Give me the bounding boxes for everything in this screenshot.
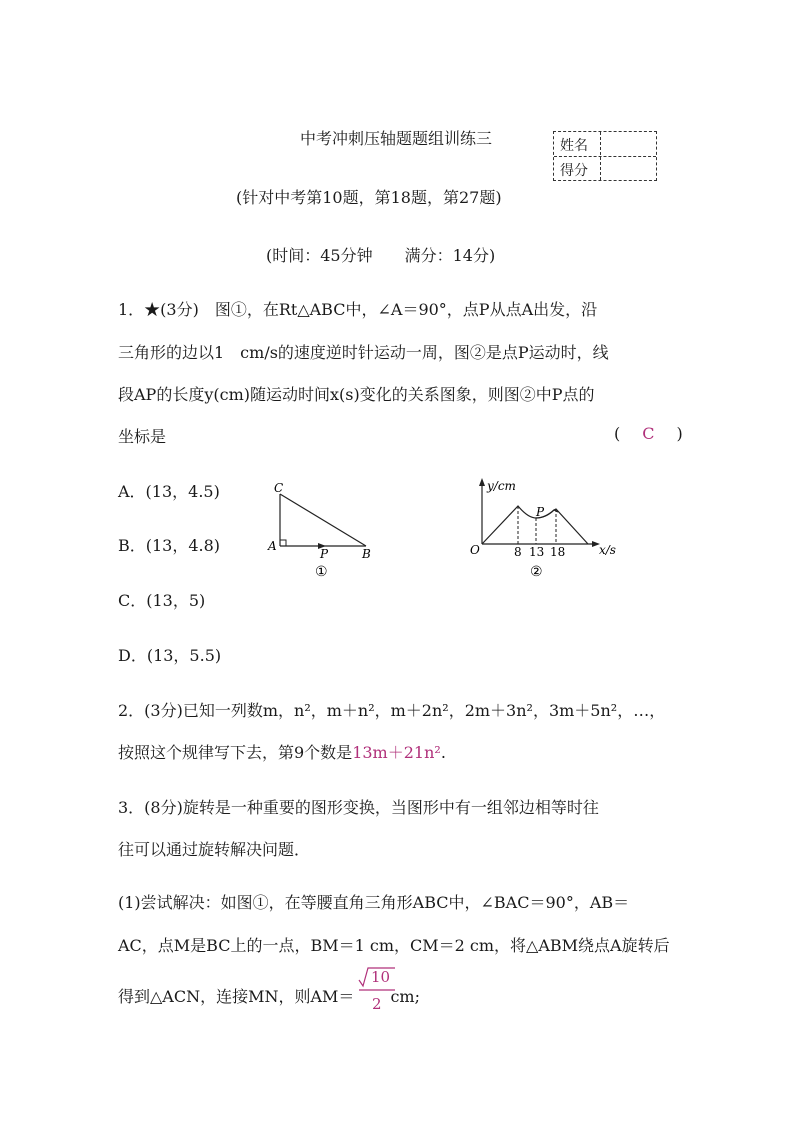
score-label: 得分: [560, 163, 588, 179]
q1-bracket-open: (: [614, 424, 621, 443]
side-bc: [280, 494, 366, 546]
q2-line-2-suffix: .: [440, 743, 446, 762]
point-p-label: P: [536, 505, 545, 519]
figure-2-caption: ②: [530, 564, 543, 580]
q3-answer-fraction: [355, 964, 401, 1020]
choice-c: C．(13，5): [118, 591, 206, 610]
name-label: 姓名: [560, 138, 588, 154]
q2-line-1: 2．(3分)已知一列数m，n²，m＋n²，m＋2n²，2m＋3n²，3m＋5n²，…，: [118, 701, 666, 720]
q3-part1-line-2: AC，点M是BC上的一点，BM＝1 cm，CM＝2 cm，将△ABM绕点A旋转后: [118, 936, 670, 955]
choice-b: B．(13，4.8): [118, 536, 221, 555]
label-p: P: [320, 547, 329, 561]
q3-line-1: 3．(8分)旋转是一种重要的图形变换，当图形中有一组邻边相等时往: [118, 798, 599, 817]
y-axis-arrow: [479, 478, 485, 486]
q1-line-3: 段AP的长度y(cm)随运动时间x(s)变化的关系图象，则图②中P点的: [118, 385, 595, 404]
q2-answer: 13m＋21n²: [352, 743, 441, 762]
q1-line-2: 三角形的边以1 cm/s的速度逆时针运动一周，图②是点P运动时，线: [118, 343, 609, 362]
q1-line-1: 1．★(3分) 图①，在Rt△ABC中，∠A＝90°，点P从点A出发，沿: [118, 300, 598, 319]
origin-label: O: [470, 543, 480, 557]
q1-answer: C: [642, 424, 655, 443]
figure-1-triangle: [260, 476, 390, 586]
page-title: 中考冲刺压轴题题组训练三: [300, 129, 493, 148]
fraction-denominator: 2: [372, 995, 382, 1013]
label-a: A: [268, 539, 277, 553]
q3-part1-line-3-prefix: 得到△ACN，连接MN，则AM＝: [118, 987, 355, 1006]
right-angle-mark: [280, 540, 286, 546]
time-info: (时间：45分钟 满分：14分): [266, 246, 496, 265]
score-box-divider: [554, 156, 656, 157]
y-axis-label: y/cm: [487, 479, 516, 493]
q3-part1-line-3-suffix: cm;: [390, 987, 420, 1006]
q1-line-4: 坐标是: [118, 427, 167, 446]
choice-a: A．(13，4.5): [118, 482, 220, 501]
tick-8: 8: [514, 545, 522, 559]
tick-18: 18: [550, 545, 566, 559]
tick-13: 13: [529, 545, 545, 559]
label-c: C: [274, 481, 284, 495]
q1-bracket-close: ): [676, 424, 683, 443]
fraction-numerator: 10: [371, 968, 391, 986]
q2-line-2-prefix: 按照这个规律写下去，第9个数是: [118, 743, 353, 762]
label-b: B: [362, 547, 371, 561]
score-box: [553, 131, 657, 181]
q3-part1-line-1: (1)尝试解决：如图①，在等腰直角三角形ABC中，∠BAC＝90°，AB＝: [118, 893, 630, 912]
q2-line-2: [118, 740, 446, 763]
graph-curve-left: [482, 506, 558, 544]
x-axis-label: x/s: [599, 543, 616, 557]
score-box-column-divider: [600, 132, 601, 180]
figure-1-caption: ①: [315, 564, 328, 580]
q3-line-2: 往可以通过旋转解决问题．: [118, 840, 311, 859]
choice-d: D．(13，5.5): [118, 646, 222, 665]
page-subtitle: (针对中考第10题，第18题，第27题): [236, 188, 502, 207]
figure-2-graph: [466, 474, 626, 584]
q1-answer-bracket: [614, 424, 683, 443]
